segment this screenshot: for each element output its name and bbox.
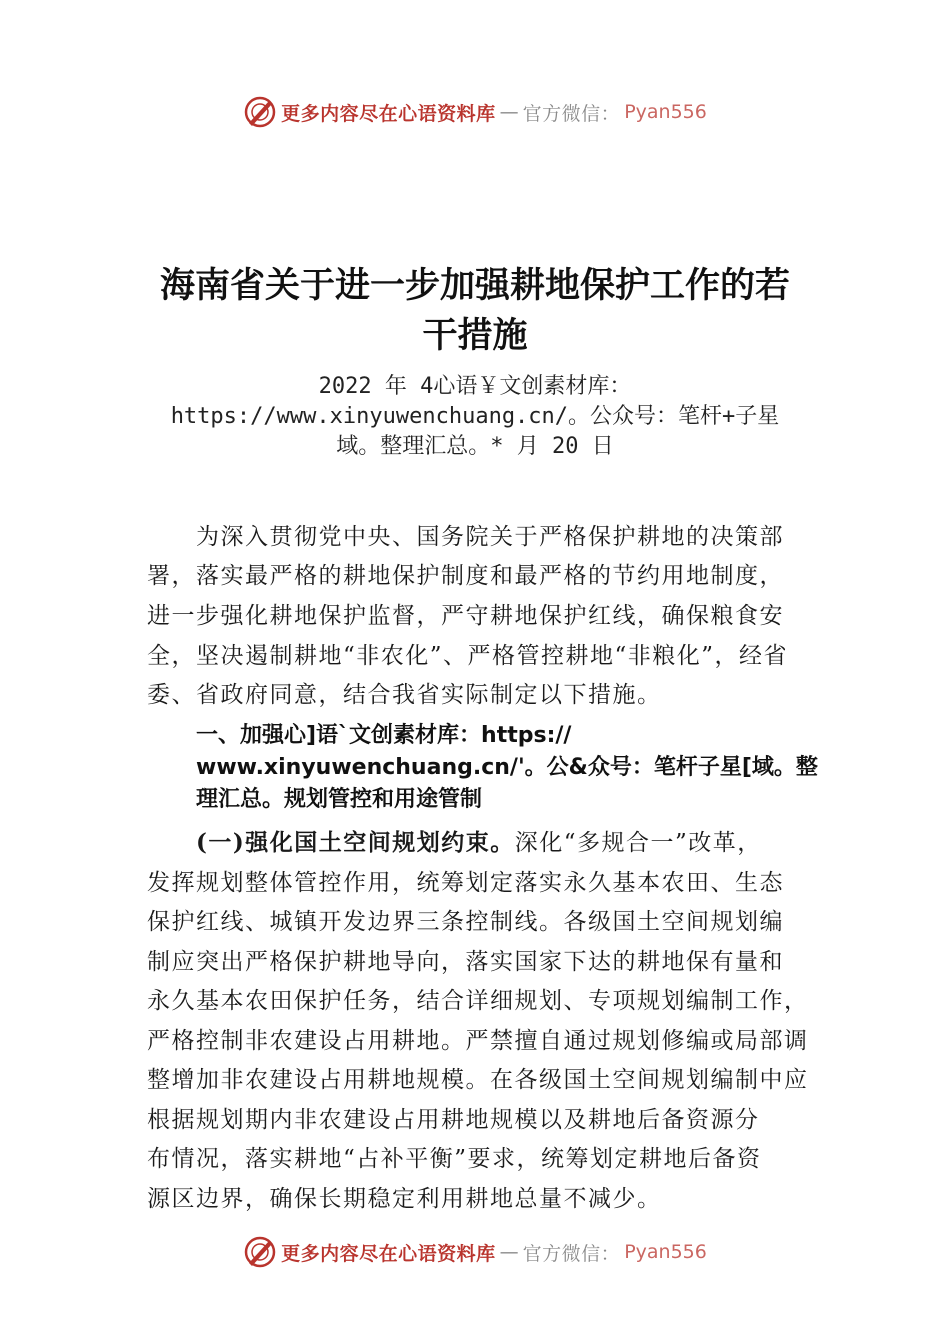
subsection-line: 根据规划期内非农建设占用耕地规模以及耕地后备资源分 [147,1107,760,1133]
subsection-line: 永久基本农田保护任务，结合详细规划、专项规划编制工作， [147,988,809,1014]
watermark-dash: — [499,101,519,123]
document-title-line2: 干措施 [422,316,528,356]
subsection-label: (一)强化国土空间规划约束。 [196,829,515,856]
watermark-dash: — [499,1241,519,1263]
subsection-line: 严格控制非农建设占用耕地。严禁擅自通过规划修编或局部调 [147,1028,809,1054]
meta-line-2: https://www.xinyuwenchuang.cn/。公众号：笔杆+子星 [170,404,780,429]
intro-line: 委、省政府同意，结合我省实际制定以下措施。 [147,682,662,708]
watermark-wechat-label: 官方微信： [522,1242,621,1265]
watermark-text: 更多内容尽在心语资料库 [281,1242,496,1265]
meta-line-1: 2022 年 4心语￥文创素材库： [318,374,632,399]
watermark-text: 更多内容尽在心语资料库 [281,102,496,125]
meta-line-3: 域。整理汇总。* 月 20 日 [336,434,614,459]
intro-line: 署，落实最严格的耕地保护制度和最严格的节约用地制度， [147,563,784,589]
subsection-first-text: 深化“多规合一”改革， [514,830,762,856]
watermark-banner-top [0,92,950,132]
watermark-wechat-label: 官方微信： [522,102,621,125]
subsection-line: 源区边界，确保长期稳定利用耕地总量不减少。 [147,1186,662,1212]
watermark-wechat-id: Pyan556 [624,101,707,123]
subsection-line: 发挥规划整体管控作用，统筹划定落实永久基本农田、生态 [147,870,784,896]
section-heading-line: www.xinyuwenchuang.cn/'。公&众号：笔杆子星[域。整 [196,755,818,780]
subsection-line: 布情况，落实耕地“占补平衡”要求，统筹划定耕地后备资 [147,1146,762,1172]
intro-line: 为深入贯彻党中央、国务院关于严格保护耕地的决策部 [196,524,784,550]
section-heading-line: 一、加强心]语`文创素材库：https:// [196,723,572,748]
pen-seal-icon [243,1235,277,1269]
subsection-line: 保护红线、城镇开发边界三条控制线。各级国土空间规划编 [147,909,784,935]
subsection-first-line [196,828,807,858]
watermark-wechat-id: Pyan556 [624,1241,707,1263]
watermark-banner-bottom [0,1232,950,1272]
pen-seal-icon [243,95,277,129]
subsection-line: 整增加非农建设占用耕地规模。在各级国土空间规划编制中应 [147,1067,809,1093]
intro-line: 全，坚决遏制耕地“非农化”、严格管控耕地“非粮化”，经省 [147,643,789,669]
intro-line: 进一步强化耕地保护监督，严守耕地保护红线，确保粮食安 [147,603,784,629]
subsection-line: 制应突出严格保护耕地导向，落实国家下达的耕地保有量和 [147,949,784,975]
section-heading-line: 理汇总。规划管控和用途管制 [196,787,483,812]
document-title-line1: 海南省关于进一步加强耕地保护工作的若 [159,266,790,306]
